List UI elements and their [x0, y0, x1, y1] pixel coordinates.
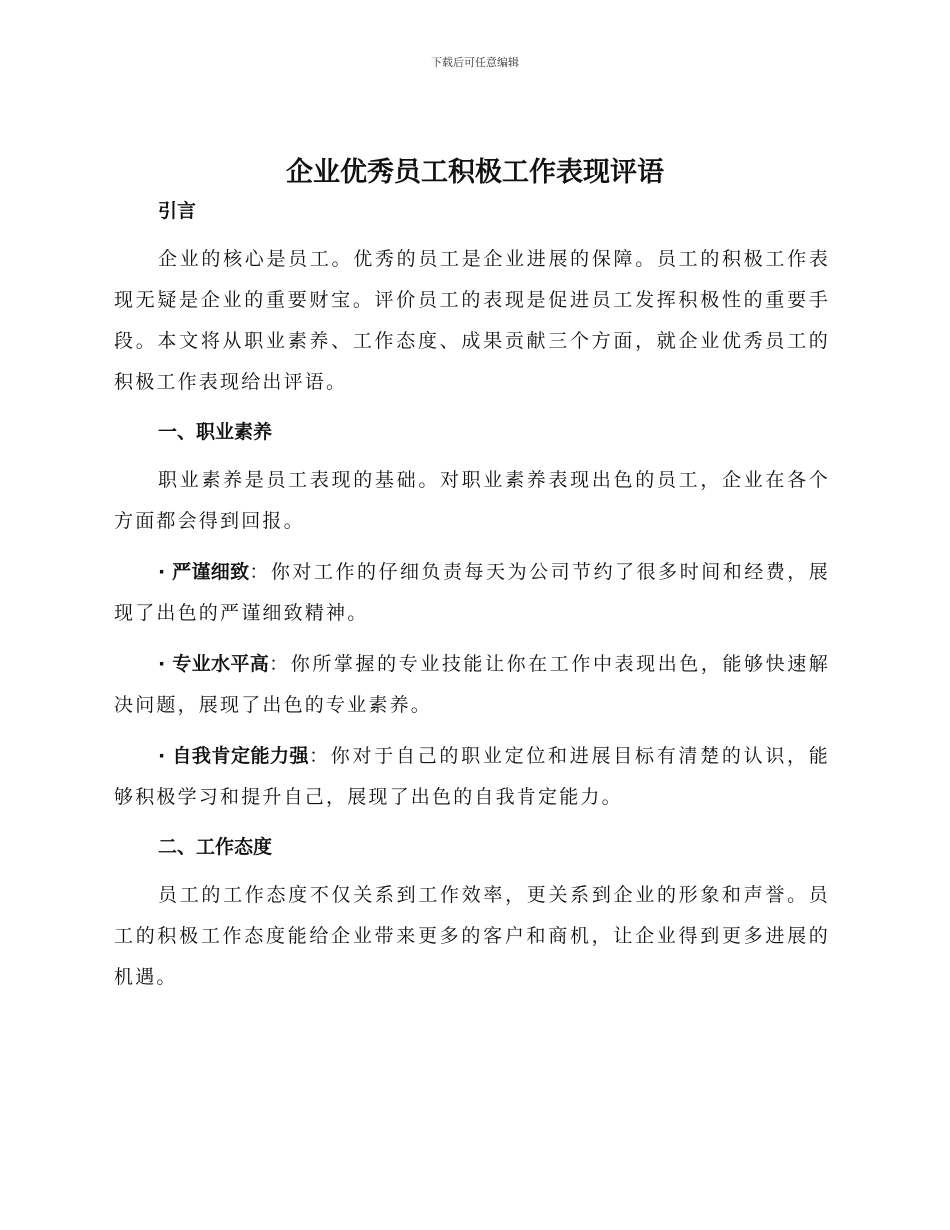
- document-body: [114, 192, 830, 998]
- professional-paragraph: 职业素养是员工表现的基础。对职业素养表现出色的员工，企业在各个方面都会得到回报。: [114, 469, 830, 532]
- bullet-text: ：你对工作的仔细负责每天为公司节约了很多时间和经费，展现了出色的严谨细致精神。: [114, 561, 830, 624]
- bullet-item-expertise: [114, 644, 830, 726]
- bullet-label: · 严谨细致: [158, 561, 250, 583]
- bullet-item-rigorous: [114, 552, 830, 634]
- attitude-paragraph: 员工的工作态度不仅关系到工作效率，更关系到企业的形象和声誉。员工的积极工作态度能给企业带来更多的客户和商机，让企业得到更多进展的机遇。: [114, 884, 830, 988]
- bullet-text: ：你对于自己的职业定位和进展目标有清楚的认识，能够积极学习和提升自己，展现了出色的自我肯定能力。: [114, 745, 830, 808]
- document-title: 企业优秀员工积极工作表现评语: [286, 157, 664, 188]
- bullet-text: ：你所掌握的专业技能让你在工作中表现出色，能够快速解决问题，展现了出色的专业素养。: [114, 653, 830, 716]
- section-heading-attitude: 二、工作态度: [158, 836, 273, 858]
- bullet-label: · 自我肯定能力强: [158, 745, 310, 767]
- intro-paragraph: 企业的核心是员工。优秀的员工是企业进展的保障。员工的积极工作表现无疑是企业的重要财宝。评价员工的表现是促进员工发挥积极性的重要手段。本文将从职业素养、工作态度、成果贡献三个方面，就企业优秀员工的积极工作表现给出评语。: [114, 248, 830, 393]
- section-heading-intro: 引言: [158, 200, 197, 222]
- bullet-item-self-affirmation: [114, 736, 830, 818]
- bullet-label: · 专业水平高: [158, 653, 270, 675]
- section-heading-professional: 一、职业素养: [158, 421, 273, 443]
- header-note: 下载后可任意编辑: [431, 56, 519, 69]
